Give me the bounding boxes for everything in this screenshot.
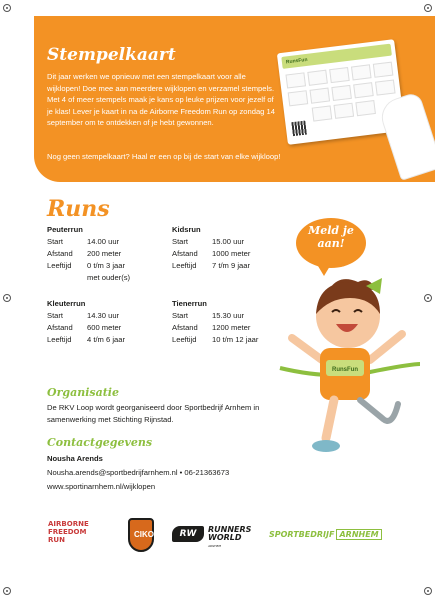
contact-email-phone[interactable]: Nousha.arends@sportbedrijfarnhem.nl • 06-21363673 (47, 468, 230, 477)
stamp-slot (309, 88, 330, 104)
run-row (47, 248, 130, 260)
run-row-label: Start (47, 311, 64, 320)
run-row-label: Afstand (172, 249, 198, 258)
run-row (47, 310, 125, 322)
run-row (172, 322, 258, 334)
organisatie-body: De RKV Loop wordt georganiseerd door Sportbedrijf Arnhem in samenwerking met Stichting Rijnstad. (47, 403, 260, 424)
leg-left (326, 400, 334, 438)
run-row (47, 322, 125, 334)
run-row (172, 248, 250, 260)
prosthetic-leg (360, 400, 398, 421)
stamp-slot (334, 103, 355, 119)
rw-name-line: RUNNERS (208, 525, 252, 534)
run-group-name: Peuterrun (47, 225, 83, 234)
run-row-label: Leeftijd (172, 335, 197, 344)
sponsor-logos (0, 512, 435, 562)
stamp-slot (351, 64, 372, 80)
run-row (172, 310, 258, 322)
stamp-slot (329, 67, 350, 83)
run-row-label: Leeftijd (47, 261, 72, 270)
arm-right (370, 334, 402, 360)
run-row-label: Start (172, 237, 189, 246)
sb-city: ARNHEM (336, 529, 381, 540)
run-row-value: met ouder(s) (87, 273, 131, 282)
airborne-freedom-run-logo (48, 520, 89, 544)
stamp-slot (373, 62, 394, 78)
run-row (172, 236, 250, 248)
run-row-value: 4 t/m 6 jaar (87, 335, 125, 344)
stamp-slot (307, 70, 328, 86)
run-row-label: Start (47, 237, 64, 246)
run-row-label: Afstand (172, 323, 198, 332)
run-row-label: Leeftijd (172, 261, 197, 270)
stamp-slot (285, 72, 306, 88)
rw-sub: ARNHEM (208, 544, 222, 548)
arm-left (292, 338, 322, 360)
contact-website[interactable]: www.sportinarnhem.nl/wijklopen (47, 482, 156, 491)
run-row-value: 14.00 uur (87, 237, 120, 246)
organisatie-title: Organisatie (47, 386, 119, 399)
stempelkaart-cta: Nog geen stempelkaart? Haal er een op bij de start van elke wijkloop! (47, 152, 281, 161)
stamp-slot (355, 100, 376, 116)
stamp-slot (353, 82, 374, 98)
stamp-card-brand: RunsFun (285, 56, 308, 66)
airborne-logo-line: RUN (48, 536, 65, 544)
run-row-label: Afstand (47, 323, 73, 332)
run-row-value: 0 t/m 3 jaar (87, 261, 125, 270)
stamp-slot (331, 85, 352, 101)
sb-name: SPORTBEDRIJF (269, 530, 335, 539)
run-row-label: Leeftijd (47, 335, 72, 344)
rw-name-line: WORLD (208, 533, 242, 542)
crop-mark-bottom-right (424, 587, 432, 595)
qr-code-icon (291, 121, 307, 137)
run-row (172, 334, 258, 346)
stamp-slot (375, 79, 396, 95)
run-row-value: 15.00 uur (212, 237, 245, 246)
run-group-name: Kleuterrun (47, 299, 86, 308)
run-row-label: Start (172, 311, 189, 320)
runs-title: Runs (47, 196, 110, 222)
contact-name: Nousha Arends (47, 454, 103, 463)
run-row-value: 600 meter (87, 323, 122, 332)
crop-mark-bottom-left (3, 587, 11, 595)
stamp-slot (312, 105, 333, 121)
run-row-label (47, 272, 87, 284)
rw-mark: RW (172, 526, 204, 542)
run-row-label: Afstand (47, 249, 73, 258)
run-group-kleuterrun (47, 298, 125, 346)
run-row (47, 236, 130, 248)
crop-mark-top-right (424, 4, 432, 12)
ciko-logo-text: CIKO (134, 530, 154, 539)
stempelkaart-title: Stempelkaart (47, 45, 176, 65)
crop-mark-middle-left (3, 294, 11, 302)
run-row-value: 14.30 uur (87, 311, 120, 320)
run-row (172, 260, 250, 272)
stempelkaart-body: Dit jaar werken we opnieuw met een stempelkaart voor alle wijklopen! Doe mee aan meerdere wijklopen en verzamel stempels. Met 4 of meer stempels maak je kans op leuke prijzen voor jezelf of je klas! Lever je kaart in na de Airborne Freedom Run op zondag 14 september om te ontdekken of je hebt gewonnen. (47, 72, 275, 127)
airborne-logo-line: FREEDOM (48, 528, 87, 536)
run-group-peuterrun (47, 224, 130, 284)
shoe (312, 440, 340, 452)
run-row-value: 1200 meter (212, 323, 251, 332)
run-row (47, 272, 130, 284)
sportbedrijf-arnhem-logo (269, 530, 382, 539)
ciko-logo (128, 518, 154, 552)
run-row (47, 334, 125, 346)
run-group-tienerrun (172, 298, 258, 346)
run-row-value: 15.30 uur (212, 311, 245, 320)
stamp-slot (288, 90, 309, 106)
running-child-illustration (270, 268, 430, 468)
run-row-value: 1000 meter (212, 249, 251, 258)
run-group-name: Kidsrun (172, 225, 201, 234)
run-row-value: 7 t/m 9 jaar (212, 261, 250, 270)
signup-callout[interactable]: Meld je aan! (308, 224, 354, 250)
run-row (47, 260, 130, 272)
run-group-kidsrun (172, 224, 250, 272)
shirt-text: RunsFun (332, 367, 358, 373)
run-row-value: 200 meter (87, 249, 122, 258)
run-group-name: Tienerrun (172, 299, 207, 308)
airborne-logo-line: AIRBORNE (48, 520, 89, 528)
run-row-value: 10 t/m 12 jaar (212, 335, 259, 344)
crop-mark-top-left (3, 4, 11, 12)
contact-title: Contactgegevens (47, 436, 153, 449)
